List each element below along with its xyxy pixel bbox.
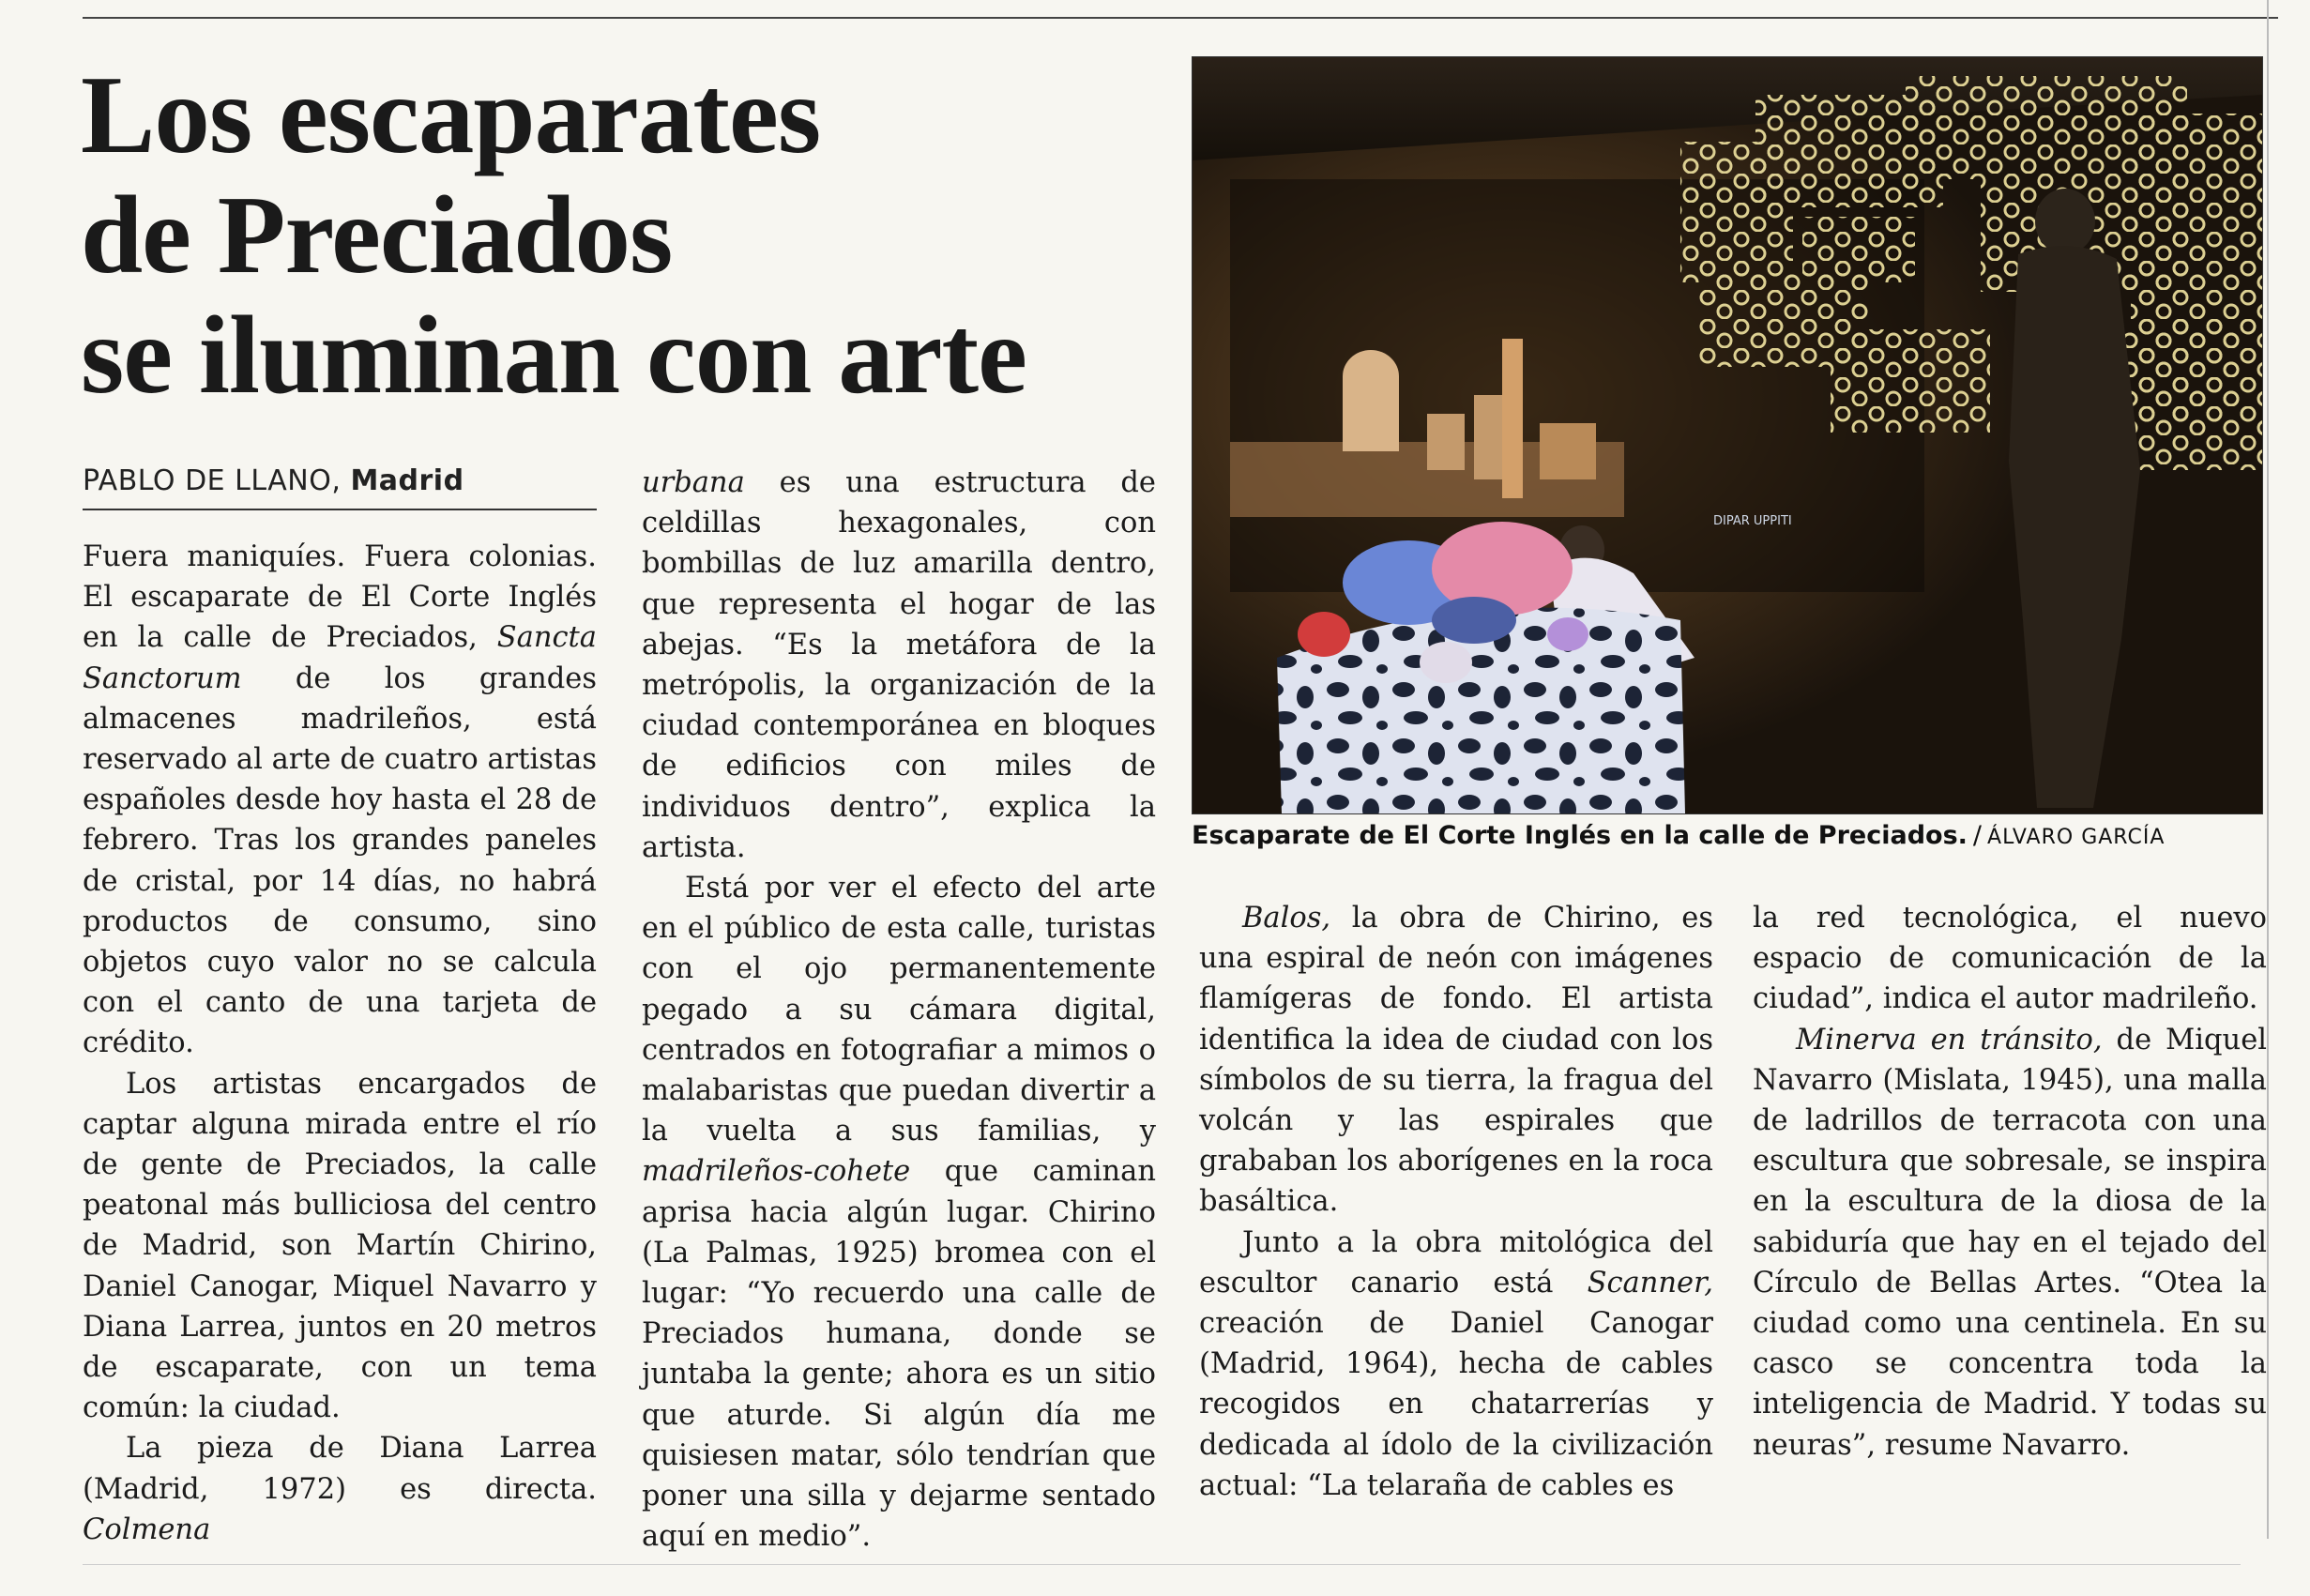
paragraph: Está por ver el efecto del arte en el público de esta calle, turistas con el ojo permanentemente pegado a su cámara digital, centrados en fotografiar a mimos o malabaristas que puedan divertir a la vuelta a sus familias, y madrileños-cohete que caminan aprisa hacia algún lugar. Chirino (La Palmas, 1925) bromea con el lugar: “Yo recuerdo una calle de Preciados humana, donde se juntaba la gente; ahora es un sitio que aturde. Si algún día me quisiesen matar, sólo tendrían que poner una silla y dejarme sentado aquí en medio”. [642, 872, 1156, 1554]
miniature-building [1540, 423, 1596, 479]
miniature-building [1427, 414, 1465, 470]
right-edge-rule [2267, 0, 2269, 1539]
byline [83, 464, 464, 497]
paragraph: La pieza de Diana Larrea (Madrid, 1972) es directa. Colmena [83, 1432, 597, 1546]
location: Madrid [350, 464, 464, 497]
paragraph: urbana es una estructura de celdillas hexagonales, con bombillas de luz amarilla dentro, que representa el hogar de las abejas. “Es la metáfora de la metrópolis, la organización de la ciudad contemporánea en bloques de edificios con miles de individuos dentro”, explica la artista. [642, 466, 1156, 864]
photo-credit: ÁLVARO GARCÍA [1987, 826, 2166, 849]
paragraph: Junto a la obra mitológica del escultor canario está Scanner, creación de Daniel Canogar (Madrid, 1964), hecha de cables recogidos en chatarrerías y dedicada al ídolo de la civilización actual: “La telaraña de cables es [1199, 1225, 1713, 1502]
article-photo [1192, 56, 2263, 814]
paragraph: Fuera maniquíes. Fuera colonias. El escaparate de El Corte Inglés en la calle de Preciados, Sancta Sanctorum de los grandes almacenes madrileños, está reservado al arte de cuatro artistas españoles desde hoy hasta el 28 de febrero. Tras los grandes paneles de cristal, por 14 días, no habrá productos de consumo, sino objetos cuyo valor no se calcula con el canto de una tarjeta de crédito. [83, 540, 597, 1060]
top-rule [83, 17, 2278, 19]
article-column-2 [642, 463, 1156, 1557]
article-column-1 [83, 537, 597, 1550]
paragraph: la red tecnológica, el nuevo espacio de comunicación de la ciudad”, indica el autor madrileño. [1753, 902, 2267, 1016]
headline [81, 54, 1141, 415]
paragraph: Los artistas encargados de captar alguna mirada entre el río de gente de Preciados, la calle peatonal más bulliciosa del centro de Madrid, son Martín Chirino, Daniel Canogar, Miquel Navarro y Diana Larrea, juntos en 20 metros de escaparate, con un tema común: la ciudad. [83, 1067, 597, 1425]
shop-sign-text: DIPAR UPPITI [1713, 514, 1792, 528]
photo-caption [1192, 821, 2271, 850]
article-column-3 [1199, 898, 1713, 1506]
miniature-dome-top [1343, 350, 1399, 403]
photo-illustration [1193, 57, 2262, 813]
caption-text: Escaparate de El Corte Inglés en la calle de Preciados. [1192, 821, 1968, 850]
miniature-tower [1502, 339, 1523, 498]
author: PABLO DE LLANO, [83, 464, 342, 497]
miniature-building [1474, 395, 1502, 479]
headline-line-2: de Preciados [81, 173, 673, 296]
headline-line-3: se iluminan con arte [81, 293, 1027, 417]
headline-line-1: Los escaparates [81, 53, 821, 176]
bottom-rule [83, 1564, 2241, 1565]
byline-rule [83, 509, 597, 510]
paragraph: Minerva en tránsito, de Miquel Navarro (Mislata, 1945), una malla de ladrillos de terracota con una escultura que sobresale, se inspira en la escultura de la diosa de la sabiduría que hay en el tejado del Círculo de Bellas Artes. “Otea la ciudad como una centinela. En su casco se concentra toda la inteligencia de Madrid. Y todas su neuras”, resume Navarro. [1753, 1023, 2267, 1462]
article-column-4 [1753, 898, 2267, 1466]
paragraph: Balos, la obra de Chirino, es una espiral de neón con imágenes flamígeras de fondo. El artista identifica la idea de ciudad con los símbolos de su tierra, la fragua del volcán y las espirales que grababan los aborígenes en la roca basáltica. [1199, 902, 1713, 1219]
caption-separator: / [1972, 821, 1983, 850]
